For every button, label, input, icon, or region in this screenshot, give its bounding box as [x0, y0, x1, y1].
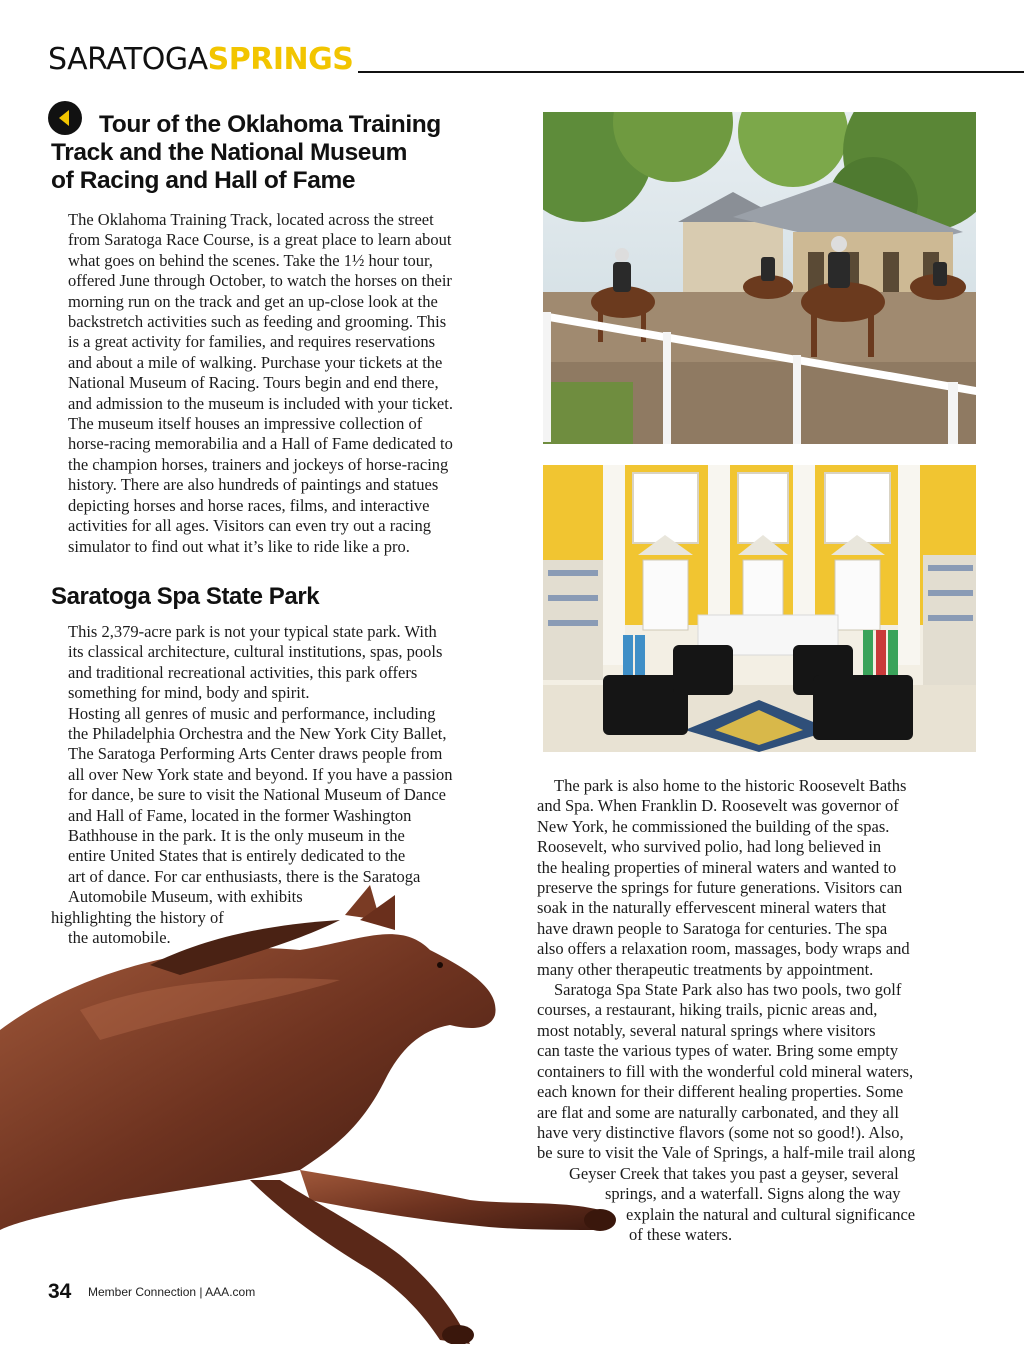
- text-line: entire United States that is entirely dedicated to the: [68, 846, 406, 866]
- text-line: is a great activity for families, and requires reservations: [68, 332, 435, 352]
- text-line: can taste the various types of water. Bring some empty: [537, 1041, 899, 1061]
- text-line: and Spa. When Franklin D. Roosevelt was governor of: [537, 796, 899, 816]
- text-line: also offers a relaxation room, massages, body wraps and: [537, 939, 910, 959]
- masthead: [48, 42, 353, 82]
- text-line: The park is also home to the historic Roosevelt Baths: [554, 776, 907, 795]
- text-line: The Oklahoma Training Track, located across the street: [68, 210, 434, 229]
- text-line: of these waters.: [629, 1224, 733, 1244]
- text-line: National Museum of Racing. Tours begin and end there,: [68, 373, 439, 393]
- text-line: history. There are also hundreds of paintings and statues: [68, 475, 439, 495]
- text-line: The museum itself houses an impressive collection of: [68, 414, 423, 434]
- text-line: have very distinctive flavors (some not so good!). Also,: [537, 1122, 904, 1142]
- publication-credit: Member Connection | AAA.com: [88, 1285, 256, 1299]
- text-line: each known for their different healing properties. Some: [537, 1082, 904, 1102]
- text-line: backstretch activities such as feeding and grooming. This: [68, 312, 447, 332]
- text-line: containers to fill with the wonderful cold mineral waters,: [537, 1061, 914, 1081]
- text-line: what goes on behind the scenes. Take the 1½ hour tour,: [68, 250, 433, 270]
- text-line: something for mind, body and spirit.: [68, 683, 310, 703]
- text-line: soak in the naturally effervescent mineral waters that: [537, 898, 887, 918]
- text-line: for dance, be sure to visit the National Museum of Dance: [68, 785, 447, 805]
- text-line: many other therapeutic treatments by appointment.: [537, 959, 874, 979]
- text-line: highlighting the history of: [51, 907, 224, 927]
- text-line: Hosting all genres of music and performance, including: [68, 703, 436, 723]
- text-line: simulator to find out what it’s like to ride like a pro.: [68, 536, 410, 556]
- paragraph: [51, 210, 503, 414]
- text-line: offered June through October, to watch the horses on their: [68, 271, 452, 291]
- text-line: have drawn people to Saratoga for centuries. The spa: [537, 918, 888, 938]
- training-track-photo: [543, 112, 976, 444]
- text-line: the Philadelphia Orchestra and the New York City Ballet,: [68, 724, 447, 744]
- heading-line: of Racing and Hall of Fame: [51, 167, 356, 194]
- text-line: Geyser Creek that takes you past a geyser, several: [569, 1163, 899, 1183]
- text-line: Automobile Museum, with exhibits: [68, 887, 303, 907]
- text-line: morning run on the track and get an up-close look at the: [68, 291, 438, 311]
- text-line: and admission to the museum is included with your ticket.: [68, 393, 453, 413]
- text-line: courses, a restaurant, hiking trails, picnic areas and,: [537, 1000, 878, 1020]
- paragraph: [51, 622, 503, 704]
- text-line: This 2,379-acre park is not your typical state park. With: [68, 622, 437, 641]
- text-line: the healing properties of mineral waters and wanted to: [537, 857, 897, 877]
- bronze-horse-statue-image: [0, 880, 620, 1344]
- text-line: New York, he commissioned the building of the spas.: [537, 816, 890, 836]
- text-line: are flat and some are naturally carbonated, and they all: [537, 1102, 899, 1122]
- text-line: from Saratoga Race Course, is a great place to learn about: [68, 230, 452, 250]
- text-line: art of dance. For car enthusiasts, there is the Saratoga: [68, 866, 421, 886]
- heading-line: Tour of the Oklahoma Training: [99, 111, 441, 138]
- tour-body-text: [51, 210, 503, 557]
- text-line: Roosevelt, who survived polio, had long believed in: [537, 837, 882, 857]
- text-line: The Saratoga Performing Arts Center draws people from: [68, 744, 443, 764]
- text-line: most notably, several natural springs where visitors: [537, 1020, 876, 1040]
- paragraph: [51, 414, 503, 557]
- masthead-saratoga: SARATOGA: [48, 42, 208, 77]
- text-line: its classical architecture, cultural institutions, spas, pools: [68, 642, 443, 662]
- page-number: 34: [48, 1280, 72, 1303]
- text-line: be sure to visit the Vale of Springs, a half-mile trail along: [537, 1143, 916, 1163]
- text-line: the champion horses, trainers and jockeys of horse-racing: [68, 454, 449, 474]
- text-line: Bathhouse in the park. It is the only museum in the: [68, 826, 405, 846]
- text-line: and traditional recreational activities, this park offers: [68, 662, 418, 682]
- masthead-springs: SPRINGS: [207, 42, 354, 77]
- text-line: depicting horses and horse races, films, and interactive: [68, 495, 430, 515]
- text-line: explain the natural and cultural significance: [626, 1204, 916, 1224]
- text-line: Saratoga Spa State Park also has two pools, two golf: [554, 980, 902, 1000]
- spa-interior-photo: [543, 465, 976, 752]
- section-heading-tour: [51, 111, 491, 195]
- text-line: and Hall of Fame, located in the former Washington: [68, 805, 412, 825]
- text-line: and about a mile of walking. Purchase your tickets at the: [68, 352, 443, 372]
- text-line: horse-racing memorabilia and a Hall of Fame dedicated to: [68, 434, 453, 454]
- text-line: the automobile.: [68, 928, 171, 948]
- text-line: preserve the springs for future generations. Visitors can: [537, 878, 903, 898]
- heading-line: Track and the National Museum: [51, 139, 407, 166]
- masthead-rule: [358, 71, 1024, 73]
- text-line: springs, and a waterfall. Signs along the way: [605, 1184, 901, 1204]
- text-line: activities for all ages. Visitors can even try out a racing: [68, 516, 431, 536]
- text-line: all over New York state and beyond. If you have a passion: [68, 764, 453, 784]
- section-heading-spa-park: Saratoga Spa State Park: [51, 583, 320, 610]
